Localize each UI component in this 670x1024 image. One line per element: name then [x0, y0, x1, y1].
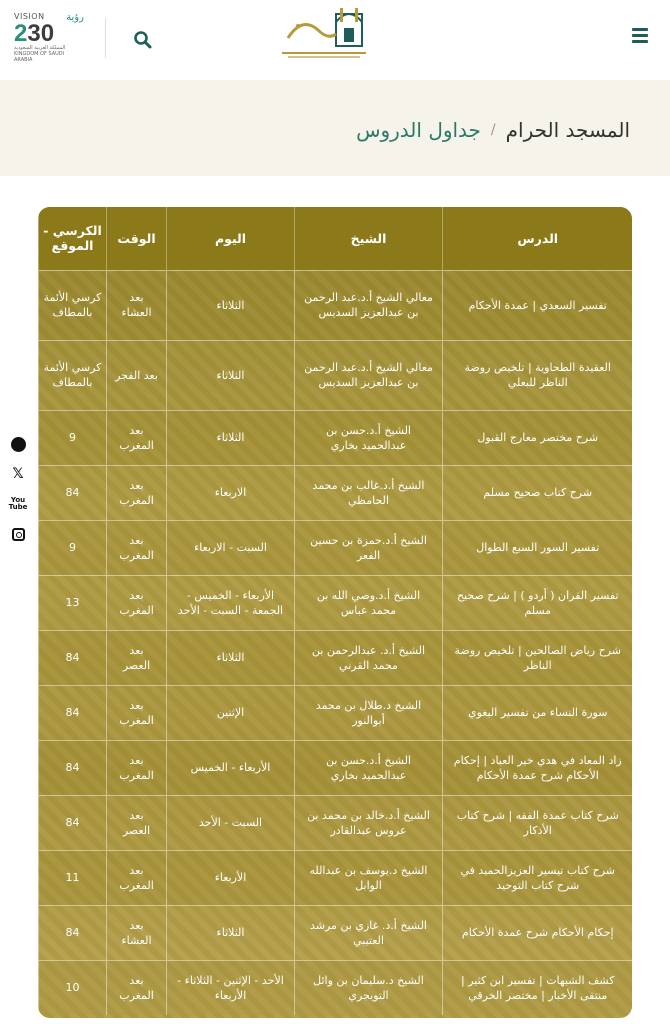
haramain-logo[interactable] — [278, 4, 370, 68]
search-icon[interactable] — [133, 30, 153, 50]
cell-day: الثلاثاء — [167, 630, 295, 685]
cell-day: الثلاثاء — [167, 270, 295, 340]
vision-arabic-label: رؤية — [66, 12, 84, 23]
cell-day: السبت - الأحد — [167, 795, 295, 850]
cell-day: الاربعاء — [167, 465, 295, 520]
vision-2030-logo[interactable] — [14, 12, 84, 63]
table-row — [39, 740, 633, 795]
cell-sheikh: الشيخ أ.د. عبدالرحمن بن محمد القرني — [295, 630, 443, 685]
cell-sheikh: الشيخ أ.د.حسن بن عبدالحميد بخاري — [295, 410, 443, 465]
header-lesson: الدرس — [443, 207, 633, 270]
cell-time: بعد المغرب — [107, 960, 167, 1015]
header-day: اليوم — [167, 207, 295, 270]
lessons-table-container — [38, 207, 632, 1018]
cell-lesson: شرح كتاب تيسير العزيزالحميد في شرح كتاب التوحيد — [443, 850, 633, 905]
table-row — [39, 685, 633, 740]
cell-day: الأحد - الإثنين - الثلاثاء - الأربعاء — [167, 960, 295, 1015]
cell-seat: 9 — [39, 520, 107, 575]
cell-day: الثلاثاء — [167, 410, 295, 465]
snapchat-icon[interactable] — [10, 436, 26, 452]
table-row — [39, 575, 633, 630]
cell-lesson: شرح كتاب صحيح مسلم — [443, 465, 633, 520]
cell-sheikh: الشيخ أ.د. غازي بن مرشد العتيبي — [295, 905, 443, 960]
cell-lesson: شرح مختصر معارج القبول — [443, 410, 633, 465]
cell-seat: 84 — [39, 465, 107, 520]
cell-time: بعد العشاء — [107, 270, 167, 340]
vision-year: 230 — [14, 20, 55, 47]
social-links — [10, 436, 26, 556]
breadcrumb-band — [0, 80, 670, 176]
cell-lesson: سورة النساء من تفسير البغوي — [443, 685, 633, 740]
header-time: الوقت — [107, 207, 167, 270]
cell-sheikh: الشيخ أ.د.وصي الله بن محمد عباس — [295, 575, 443, 630]
cell-time: بعد المغرب — [107, 575, 167, 630]
cell-day: الأربعاء - الخميس - الجمعة - السبت - الأحد — [167, 575, 295, 630]
instagram-icon[interactable] — [10, 526, 26, 542]
cell-lesson: تفسير السعدي | عمدة الأحكام — [443, 270, 633, 340]
cell-time: بعد المغرب — [107, 465, 167, 520]
cell-seat: 84 — [39, 685, 107, 740]
table-row — [39, 905, 633, 960]
vision-label: VISION — [14, 12, 45, 21]
cell-lesson: إحكام الأحكام شرح عمدة الأحكام — [443, 905, 633, 960]
cell-day: الإثنين — [167, 685, 295, 740]
table-row — [39, 960, 633, 1015]
cell-sheikh: معالي الشيخ أ.د.عبد الرحمن بن عبدالعزيز السديس — [295, 270, 443, 340]
cell-sheikh: الشيخ أ.د.غالب بن محمد الحامظي — [295, 465, 443, 520]
breadcrumb-current-page: جداول الدروس — [356, 118, 481, 142]
table-row — [39, 520, 633, 575]
cell-sheikh: الشيخ أ.د.حسن بن عبدالحميد بخاري — [295, 740, 443, 795]
lessons-table — [38, 207, 632, 1015]
cell-time: بعد المغرب — [107, 520, 167, 575]
cell-sheikh: الشيخ أ.د.خالد بن محمد بن عروس عبدالقادر — [295, 795, 443, 850]
cell-sheikh: الشيخ د.سليمان بن وائل التويجري — [295, 960, 443, 1015]
cell-sheikh: الشيخ د.يوسف بن عبدالله الوابل — [295, 850, 443, 905]
cell-lesson: شرح رياض الصالحين | تلخيص روضة الناظر — [443, 630, 633, 685]
cell-time: بعد المغرب — [107, 850, 167, 905]
cell-time: بعد المغرب — [107, 410, 167, 465]
cell-seat: 11 — [39, 850, 107, 905]
cell-lesson: تفسير القران ( أردو ) | شرح صحيح مسلم — [443, 575, 633, 630]
cell-time: بعد العشاء — [107, 905, 167, 960]
site-header — [0, 0, 670, 80]
header-divider — [105, 18, 106, 58]
cell-lesson: كشف الشبهات | تفسير ابن كثير | منتقى الأخبار | مختصر الخرقي — [443, 960, 633, 1015]
x-twitter-icon[interactable]: 𝕏 — [12, 466, 24, 482]
cell-seat: 9 — [39, 410, 107, 465]
cell-seat: 84 — [39, 905, 107, 960]
cell-time: بعد العصر — [107, 795, 167, 850]
cell-seat: كرسي الأئمة بالمطاف — [39, 270, 107, 340]
cell-lesson: شرح كتاب عمدة الفقه | شرح كتاب الأذكار — [443, 795, 633, 850]
table-row — [39, 465, 633, 520]
table-row — [39, 270, 633, 340]
cell-lesson: تفسير السور السبع الطوال — [443, 520, 633, 575]
cell-seat: 13 — [39, 575, 107, 630]
cell-seat: 84 — [39, 630, 107, 685]
cell-time: بعد المغرب — [107, 740, 167, 795]
header-sheikh: الشيخ — [295, 207, 443, 270]
table-row — [39, 410, 633, 465]
cell-sheikh: الشيخ أ.د.حمزة بن حسين الفعر — [295, 520, 443, 575]
cell-time: بعد المغرب — [107, 685, 167, 740]
breadcrumb — [356, 118, 630, 142]
vision-country-ar: المملكة العربية السعودية — [14, 45, 66, 51]
table-row — [39, 795, 633, 850]
cell-lesson: العقيدة الطحاوية | تلخيص روضة الناظر للبعلي — [443, 340, 633, 410]
cell-time: بعد الفجر — [107, 340, 167, 410]
youtube-icon[interactable]: You Tube — [8, 496, 28, 511]
breadcrumb-separator: / — [490, 122, 496, 138]
cell-day: الثلاثاء — [167, 905, 295, 960]
cell-sheikh: الشيخ د.طلال بن محمد أبوالنور — [295, 685, 443, 740]
cell-time: بعد العصر — [107, 630, 167, 685]
table-header-row — [39, 207, 633, 270]
header-seat: الكرسي - الموقع — [39, 207, 107, 270]
table-row — [39, 340, 633, 410]
cell-day: الأربعاء - الخميس — [167, 740, 295, 795]
cell-sheikh: معالي الشيخ أ.د.عبد الرحمن بن عبدالعزيز السديس — [295, 340, 443, 410]
breadcrumb-home-link[interactable]: المسجد الحرام — [505, 118, 630, 142]
cell-day: الأربعاء — [167, 850, 295, 905]
table-row — [39, 630, 633, 685]
table-body — [39, 270, 633, 1015]
cell-seat: 84 — [39, 740, 107, 795]
cell-day: الثلاثاء — [167, 340, 295, 410]
table-row — [39, 850, 633, 905]
cell-seat: 10 — [39, 960, 107, 1015]
cell-day: السبت - الاربعاء — [167, 520, 295, 575]
cell-seat: كرسي الأئمة بالمطاف — [39, 340, 107, 410]
cell-seat: 84 — [39, 795, 107, 850]
cell-lesson: زاد المعاد في هدي خير العباد | إحكام الأحكام شرح عمدة الأحكام — [443, 740, 633, 795]
hamburger-menu-icon[interactable] — [632, 28, 648, 44]
vision-country-en: KINGDOM OF SAUDI ARABIA — [14, 51, 65, 63]
